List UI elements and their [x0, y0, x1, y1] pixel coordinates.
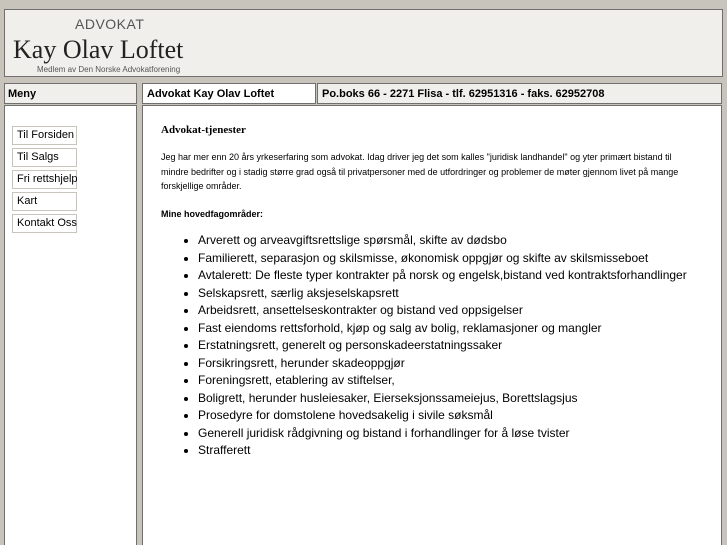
list-item: • Arbeidsrett, ansettelseskontrakter og bistand ved oppsigelser	[198, 302, 718, 320]
practice-areas-heading: Mine hovedfagområder:	[161, 209, 264, 219]
list-item: • Strafferett	[198, 442, 718, 460]
menu-panel	[4, 105, 137, 545]
menu-item-forsiden[interactable]: Til Forsiden	[12, 126, 77, 145]
content-title-name: Advokat Kay Olav Loftet	[142, 83, 316, 104]
menu-title: Meny	[8, 88, 37, 100]
list-item: • Boligrett, herunder husleiesaker, Eierseksjonssameiejus, Borettslagsjus	[198, 390, 718, 408]
menu-item-kontakt-oss[interactable]: Kontakt Oss	[12, 214, 77, 233]
list-item: • Prosedyre for domstolene hovedsakelig i sivile søksmål	[198, 407, 718, 425]
header-advokat-label: ADVOKAT	[75, 16, 145, 32]
header-membership: Medlem av Den Norske Advokatforening	[37, 65, 181, 74]
list-item: • Generell juridisk rådgivning og bistand i forhandlinger for å løse tvister	[198, 425, 718, 443]
menu-item-til-salgs[interactable]: Til Salgs	[12, 148, 77, 167]
intro-paragraph: Jeg har mer enn 20 års yrkeserfaring som advokat. Idag driver jeg det som kalles "juridisk landhandel" og yter primært bistand til mindre bedrifter og i stadig større grad også til privatpersoner med de utfordringer og problemer de møter gjennom livet på mange forskjellige områder.	[161, 152, 679, 191]
list-item: • Forsikringsrett, herunder skadeoppgjør	[198, 355, 718, 373]
header-name: Kay Olav Loftet	[13, 35, 184, 64]
list-item: • Avtalerett: De fleste typer kontrakter på norsk og engelsk,bistand ved kontraktsforhandlinger	[198, 267, 718, 285]
list-item: • Erstatningsrett, generelt og personskadeerstatningssaker	[198, 337, 718, 355]
list-item: • Fast eiendoms rettsforhold, kjøp og salg av bolig, reklamasjoner og mangler	[198, 320, 718, 338]
content-panel	[142, 105, 722, 545]
list-item: • Selskapsrett, særlig aksjeselskapsrett	[198, 285, 718, 303]
site-header	[4, 9, 723, 77]
content-title-contact: Po.boks 66 - 2271 Flisa - tlf. 62951316 - faks. 62952708	[317, 83, 722, 104]
menu-item-fri-rettshjelp[interactable]: Fri rettshjelp	[12, 170, 77, 189]
menu-item-kart[interactable]: Kart	[12, 192, 77, 211]
list-item: • Foreningsrett, etablering av stiftelser,	[198, 372, 718, 390]
menu-title-bar	[4, 83, 137, 104]
list-item: • Arverett og arveavgiftsrettslige spørsmål, skifte av dødsbo	[198, 232, 718, 250]
services-heading: Advokat-tjenester	[161, 124, 246, 136]
practice-areas-list	[181, 232, 718, 460]
list-item: • Familierett, separasjon og skilsmisse, økonomisk oppgjør og skifte av skilsmisseboet	[198, 250, 718, 268]
